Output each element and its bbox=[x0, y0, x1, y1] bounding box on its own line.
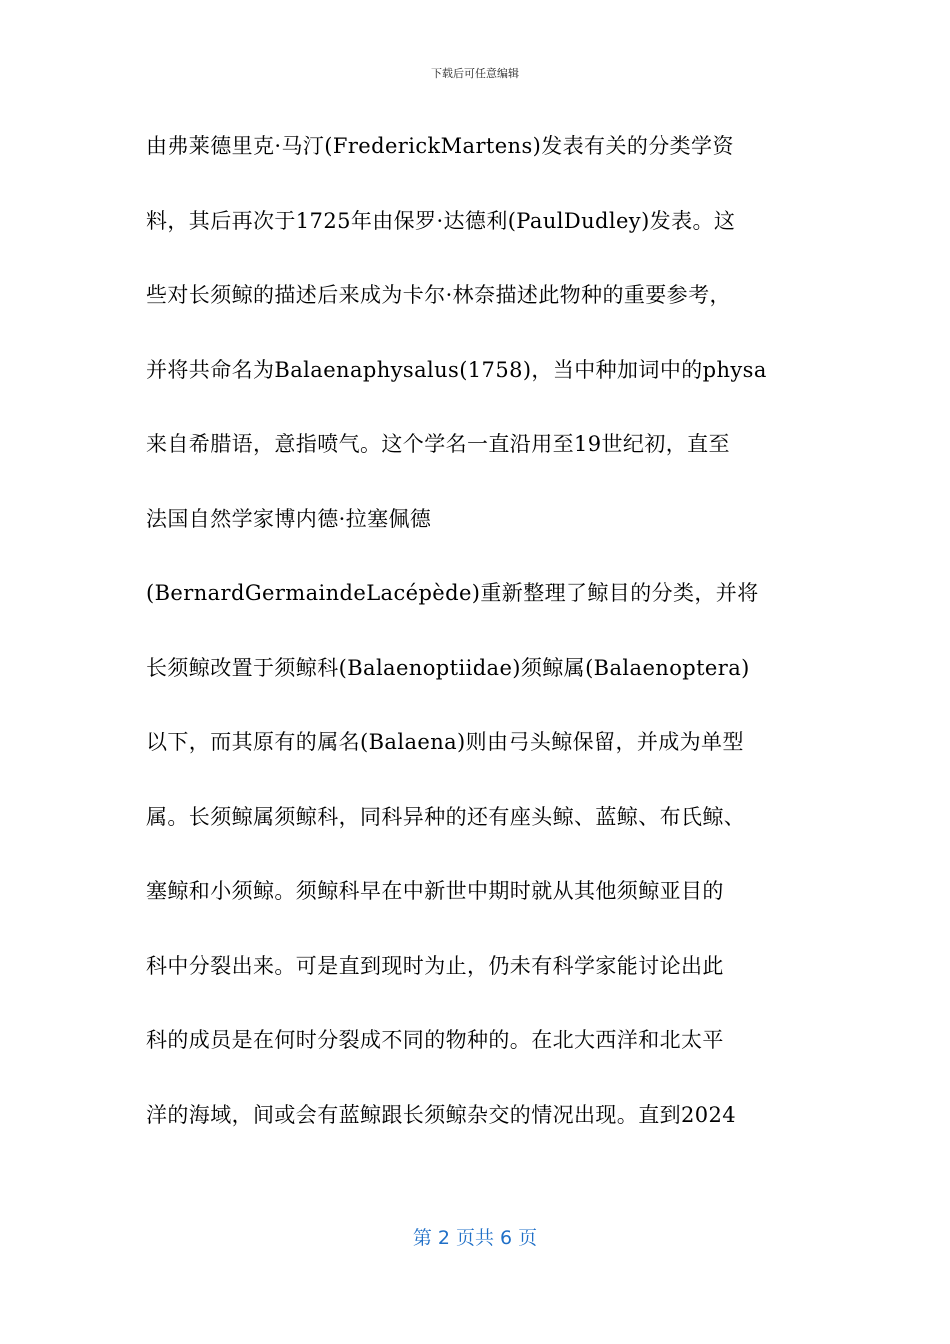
paragraph-line: 由弗莱德里克·马汀(FrederickMartens)发表有关的分类学资 bbox=[146, 134, 734, 158]
document-body bbox=[146, 126, 806, 1169]
paragraph-line: 以下，而其原有的属名(Balaena)则由弓头鲸保留，并成为单型 bbox=[146, 730, 744, 754]
paragraph-line: 属。长须鲸属须鲸科，同科异种的还有座头鲸、蓝鲸、布氏鲸、 bbox=[146, 804, 746, 829]
paragraph-line: 来自希腊语，意指喷气。这个学名一直沿用至19世纪初，直至 bbox=[146, 432, 730, 456]
paragraph-line: 洋的海域，间或会有蓝鲸跟长须鲸杂交的情况出现。直到2024 bbox=[146, 1102, 737, 1127]
paragraph-line: 料，其后再次于1725年由保罗·达德利(PaulDudley)发表。这 bbox=[146, 208, 736, 233]
page-header-note: 下载后可任意编辑 bbox=[431, 67, 519, 80]
paragraph-line: 法国自然学家博内德·拉塞佩德 bbox=[146, 506, 432, 531]
paragraph-line: 塞鲸和小须鲸。须鲸科早在中新世中期时就从其他须鲸亚目的 bbox=[146, 879, 724, 903]
paragraph-line: 长须鲸改置于须鲸科(Balaenoptiidae)须鲸属(Balaenoptera) bbox=[146, 655, 750, 680]
paragraph-line: 科的成员是在何时分裂成不同的物种的。在北大西洋和北太平 bbox=[146, 1028, 724, 1052]
paragraph-line: 科中分裂出来。可是直到现时为止，仍未有科学家能讨论出此 bbox=[146, 953, 724, 978]
paragraph-line: 些对长须鲸的描述后来成为卡尔·林奈描述此物种的重要参考， bbox=[146, 283, 731, 307]
page-number-footer: 第 2 页共 6 页 bbox=[412, 1227, 538, 1249]
paragraph-line: (BernardGermaindeLacépède)重新整理了鲸目的分类，并将 bbox=[146, 581, 759, 605]
paragraph-line: 并将共命名为Balaenaphysalus(1758)，当中种加词中的physa bbox=[146, 357, 767, 382]
